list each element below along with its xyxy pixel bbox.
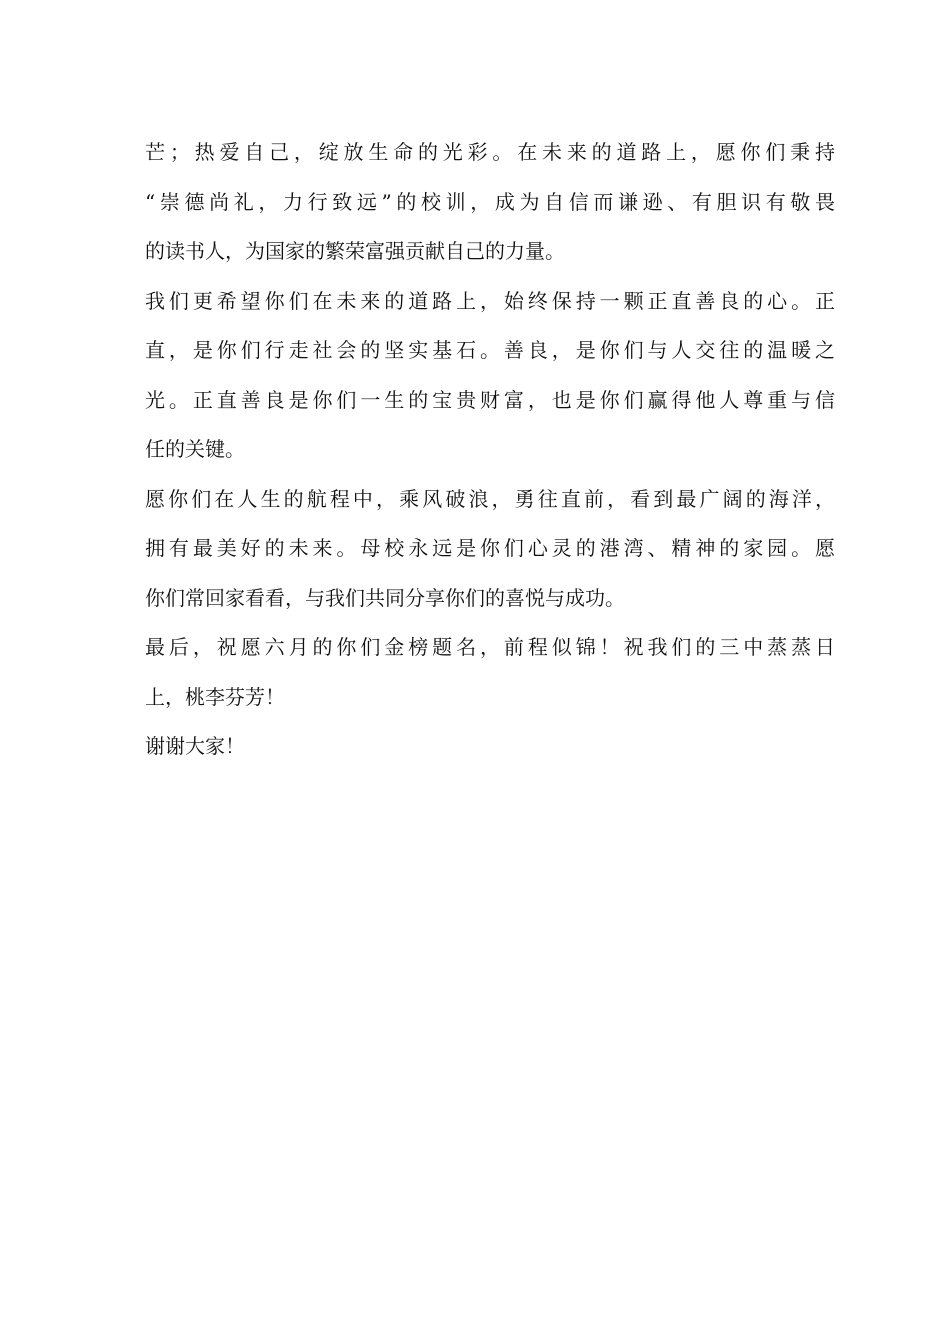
text-line: 任的关键。 <box>145 437 245 461</box>
text-line: 愿你们在人生的航程中，乘风破浪，勇往直前，看到最广阔的海洋， <box>145 486 835 511</box>
text-line: 我们更希望你们在未来的道路上，始终保持一颗正直善良的心。正 <box>145 288 835 313</box>
text-line: 最后，祝愿六月的你们金榜题名，前程似锦！祝我们的三中蒸蒸日 <box>145 635 835 659</box>
text-line: 拥有最美好的未来。母校永远是你们心灵的港湾、精神的家园。愿 <box>145 536 835 560</box>
document-body <box>145 128 835 772</box>
text-line: 光。正直善良是你们一生的宝贵财富，也是你们赢得他人尊重与信 <box>145 387 835 412</box>
text-line: “崇德尚礼，力行致远”的校训，成为自信而谦逊、有胆识有敬畏 <box>145 189 835 214</box>
text-line: 你们常回家看看，与我们共同分享你们的喜悦与成功。 <box>145 585 625 610</box>
text-line: 谢谢大家！ <box>145 734 245 758</box>
text-line: 上，桃李芬芳！ <box>145 684 285 709</box>
text-line: 的读书人，为国家的繁荣富强贡献自己的力量。 <box>145 239 565 263</box>
text-line: 直，是你们行走社会的坚实基石。善良，是你们与人交往的温暖之 <box>145 338 835 362</box>
text-line: 芒；热爱自己，绽放生命的光彩。在未来的道路上，愿你们秉持 <box>145 140 835 164</box>
